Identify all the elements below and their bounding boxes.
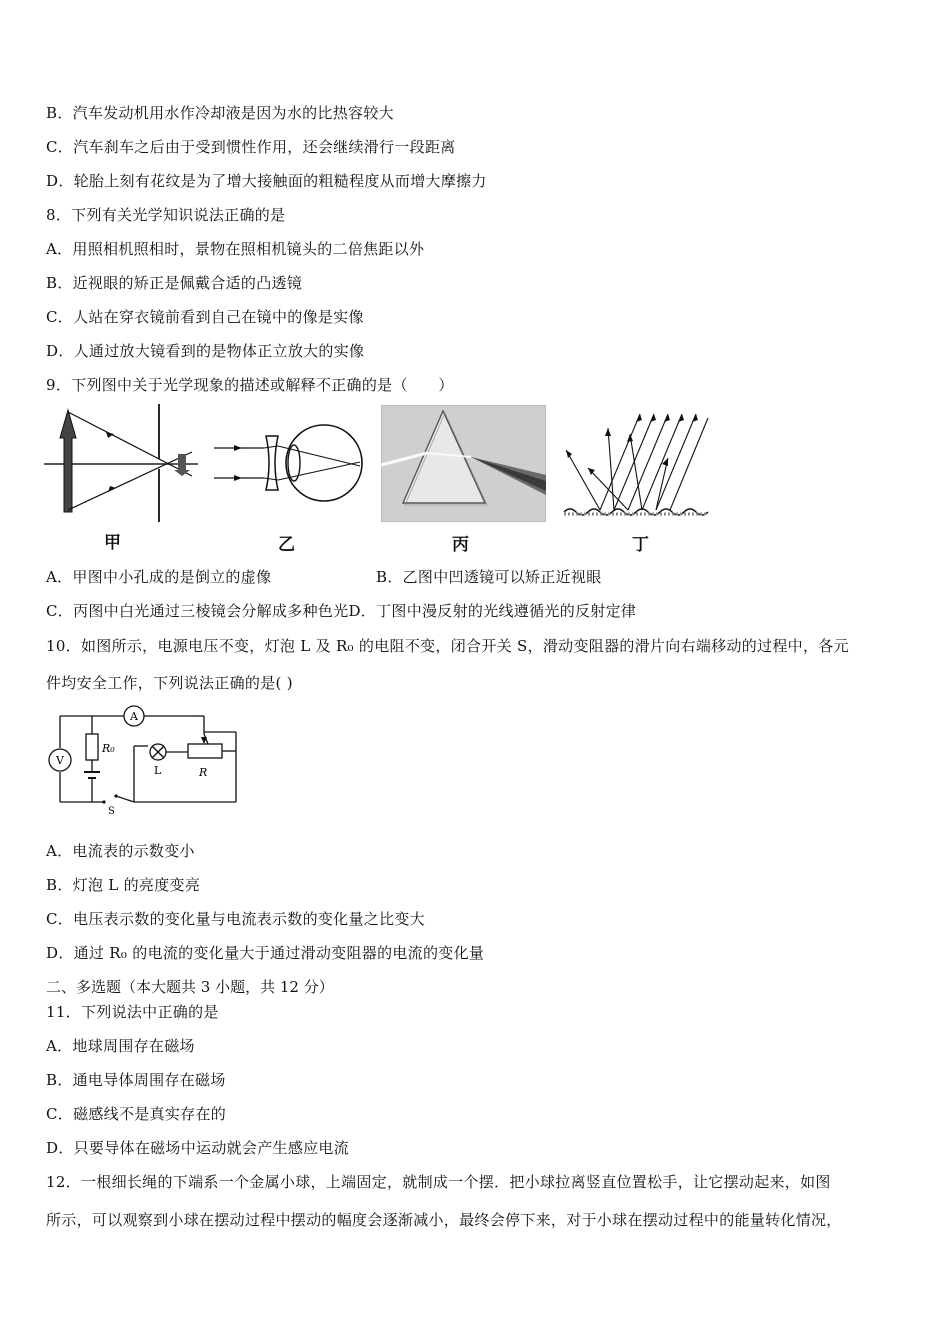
q9-option-b: B．乙图中凹透镜可以矫正近视眼: [376, 568, 602, 586]
q10-stem-line1: 10．如图所示，电源电压不变，灯泡 L 及 R₀ 的电阻不变，闭合开关 S，滑动变阻器的滑片向右端移动的过程中，各元: [46, 637, 849, 655]
q12-stem-line1: 12．一根细长绳的下端系一个金属小球，上端固定，就制成一个摆．把小球拉离竖直位置松手，让它摆动起来，如图: [46, 1173, 831, 1191]
q9-option-cd: C．丙图中白光通过三棱镜会分解成多种色光D．丁图中漫反射的光线遵循光的反射定律: [46, 602, 637, 620]
lamp-label: L: [154, 764, 162, 777]
q10-circuit-diagram: [44, 704, 240, 816]
figure-jia-pinhole: [44, 404, 200, 522]
q7-option-c: C．汽车刹车之后由于受到惯性作用，还会继续滑行一段距离: [46, 138, 456, 156]
q11-option-d: D．只要导体在磁场中运动就会产生感应电流: [46, 1139, 350, 1157]
q11-stem: 11．下列说法中正确的是: [46, 1003, 219, 1021]
q8-option-d: D．人通过放大镜看到的是物体正立放大的实像: [46, 342, 365, 360]
ammeter-label: A: [130, 710, 138, 723]
q8-option-c: C．人站在穿衣镜前看到自己在镜中的像是实像: [46, 308, 364, 326]
q11-option-b: B．通电导体周围存在磁场: [46, 1071, 226, 1089]
rheostat-label: R: [199, 766, 208, 779]
q12-stem-line2: 所示，可以观察到小球在摆动过程中摆动的幅度会逐渐减小，最终会停下来，对于小球在摆动过程中的能量转化情况，: [46, 1211, 842, 1229]
q10-stem-line2: 件均安全工作，下列说法正确的是( ): [46, 674, 293, 692]
figure-label-yi: 乙: [278, 535, 295, 555]
figure-yi-eye-lens: [214, 418, 364, 518]
q7-option-d: D．轮胎上刻有花纹是为了增大接触面的粗糙程度从而增大摩擦力: [46, 172, 487, 190]
q8-option-b: B．近视眼的矫正是佩戴合适的凸透镜: [46, 274, 303, 292]
figure-bing-prism: [381, 405, 546, 522]
q9-option-a: A．甲图中小孔成的是倒立的虚像: [46, 568, 272, 586]
figure-ding-diffuse: [560, 410, 710, 522]
q11-option-c: C．磁感线不是真实存在的: [46, 1105, 227, 1123]
q10-option-a: A．电流表的示数变小: [46, 842, 195, 860]
q8-option-a: A．用照相机照相时，景物在照相机镜头的二倍焦距以外: [46, 240, 425, 258]
voltmeter-label: V: [56, 754, 64, 767]
switch-label: S: [108, 806, 115, 816]
figure-label-bing: 丙: [452, 535, 469, 555]
q10-option-d: D．通过 R₀ 的电流的变化量大于通过滑动变阻器的电流的变化量: [46, 944, 485, 962]
q10-option-b: B．灯泡 L 的亮度变亮: [46, 876, 201, 894]
q8-stem: 8．下列有关光学知识说法正确的是: [46, 206, 286, 224]
q7-option-b: B．汽车发动机用水作冷却液是因为水的比热容较大: [46, 104, 394, 122]
q11-option-a: A．地球周围存在磁场: [46, 1037, 195, 1055]
figure-label-ding: 丁: [632, 535, 649, 555]
q9-stem: 9．下列图中关于光学现象的描述或解释不正确的是（ ）: [46, 376, 454, 394]
r0-label: R₀: [102, 742, 115, 755]
section2-heading: 二、多选题（本大题共 3 小题，共 12 分）: [46, 978, 334, 996]
q10-option-c: C．电压表示数的变化量与电流表示数的变化量之比变大: [46, 910, 425, 928]
figure-label-jia: 甲: [104, 533, 121, 553]
